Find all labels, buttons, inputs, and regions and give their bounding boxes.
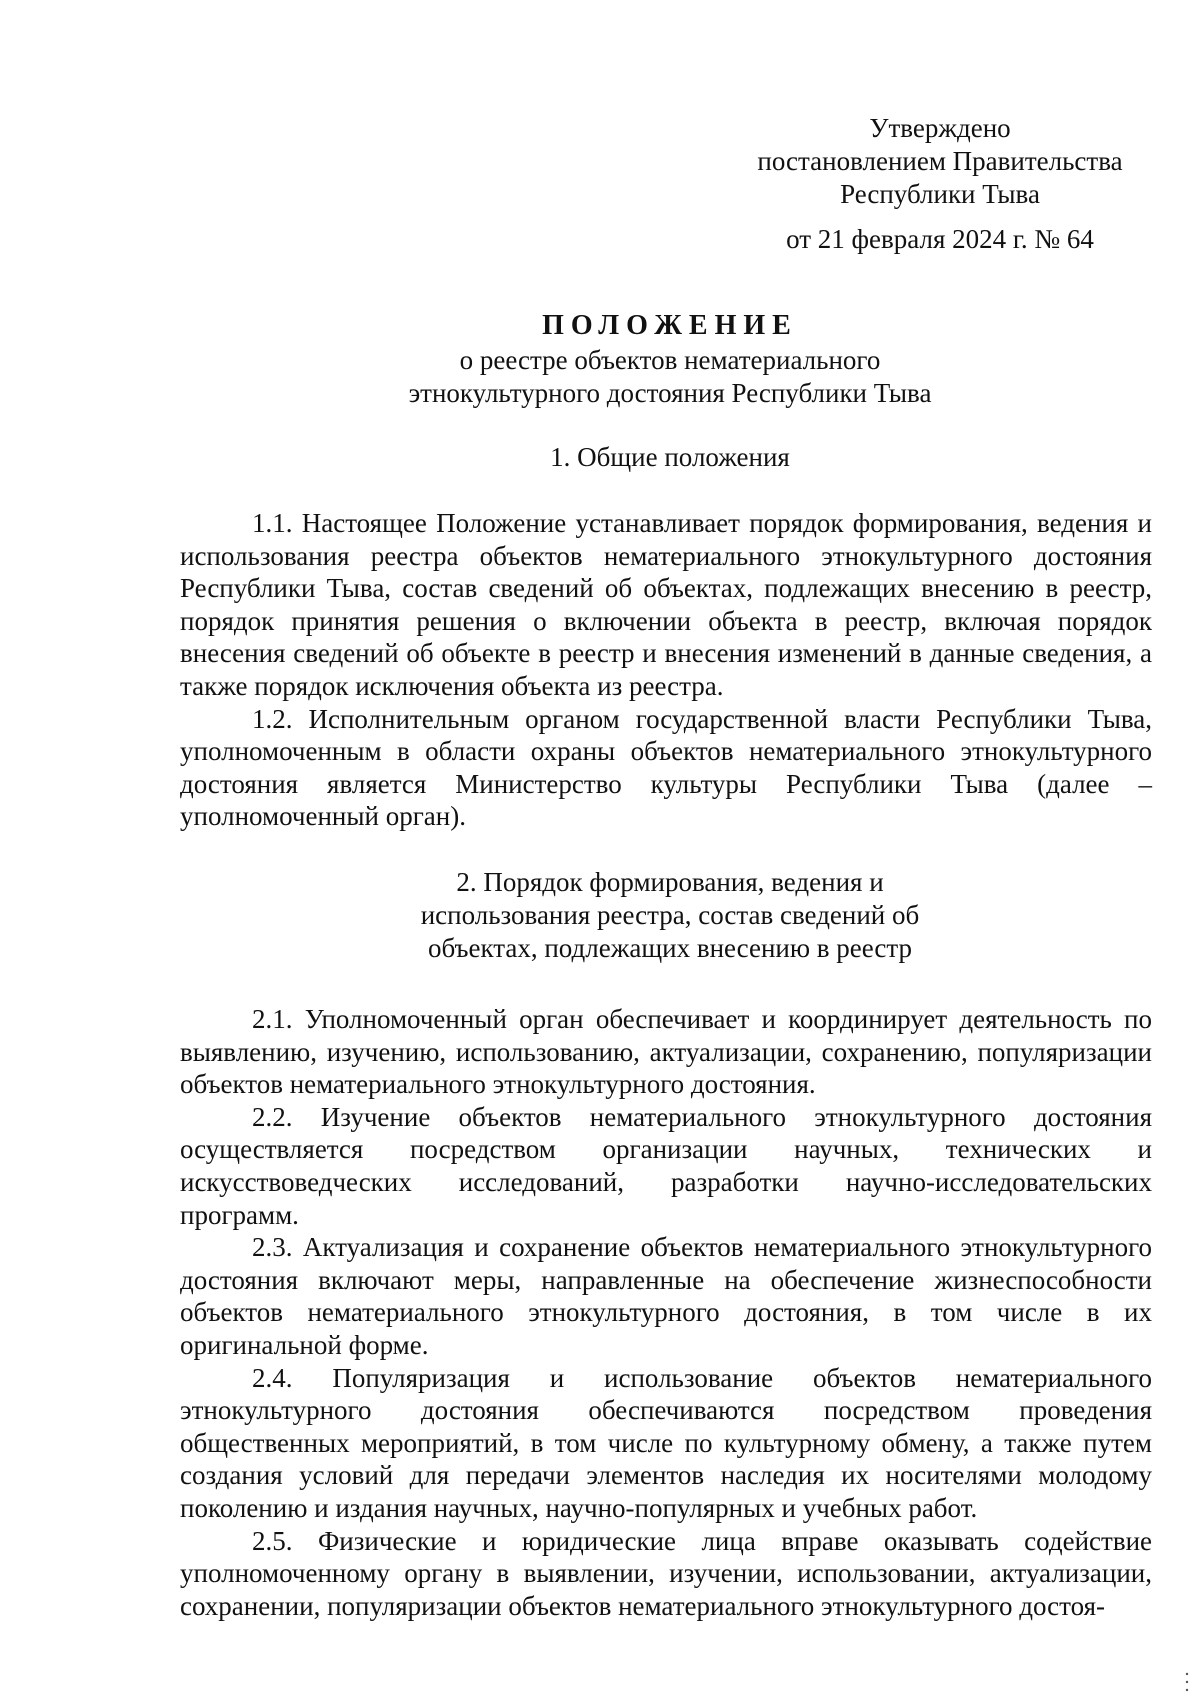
scan-margin-mark [1184, 1671, 1190, 1693]
approval-stamp-block [740, 112, 1140, 256]
document-title: ПОЛОЖЕНИЕ [542, 310, 798, 341]
section-1-body [180, 507, 1152, 833]
section-2-heading-line-1: 2. Порядок формирования, ведения и [456, 867, 884, 897]
section-1-heading: 1. Общие положения [550, 442, 790, 472]
paragraph-2-1: 2.1. Уполномоченный орган обеспечивает и координирует деятельность по выявлению, изучению, использованию, актуализации, сохранению, популяризации объектов нематериального этнокультурного достояния. [180, 1004, 1152, 1100]
approval-line-republic: Республики Тыва [840, 179, 1040, 209]
document-title-block [300, 308, 1040, 410]
section-2-heading-line-2: использования реестра, состав сведений об [420, 900, 920, 930]
approval-date-number: от 21 февраля 2024 г. № 64 [786, 224, 1094, 254]
approval-gap [740, 211, 1140, 223]
paragraph-1-1: 1.1. Настоящее Положение устанавливает порядок формирования, ведения и использования реестра объектов нематериального этнокультурного достояния Республики Тыва, состав сведений об объектах, подлежащих внесению в реестр, порядок принятия решения о включении объекта в реестр, включая порядок внесения сведений об объекте в реестр и внесения изменений в данные сведения, а также порядок исключения объекта из реестра. [180, 508, 1152, 701]
document-subtitle-line-2: этнокультурного достояния Республики Тыва [408, 378, 932, 408]
document-subtitle-line-1: о реестре объектов нематериального [459, 345, 881, 375]
paragraph-2-4: 2.4. Популяризация и использование объектов нематериального этнокультурного достояния обеспечиваются посредством проведения общественных мероприятий, в том числе по культурному обмену, а также путем создания условий для передачи элементов наследия их носителями молодому поколению и издания научных, научно-популярных и учебных работ. [180, 1362, 1152, 1523]
paragraph-2-3: 2.3. Актуализация и сохранение объектов нематериального этнокультурного достояния включают меры, направленные на обеспечение жизнеспособности объектов нематериального этнокультурного достояния, в том числе в их оригинальной форме. [180, 1232, 1152, 1360]
approval-line-resolution: постановлением Правительства [757, 146, 1123, 176]
section-2-heading [350, 866, 990, 965]
paragraph-2-5: 2.5. Физические и юридические лица вправе оказывать содействие уполномоченному органу в выявлении, изучении, использовании, актуализации, сохранении, популяризации объектов нематериального этнокультурного достоя- [180, 1525, 1152, 1621]
section-2-heading-line-3: объектах, подлежащих внесению в реестр [427, 933, 913, 963]
approval-line-approved: Утверждено [869, 113, 1011, 143]
paragraph-1-2: 1.2. Исполнительным органом государственной власти Республики Тыва, уполномоченным в области охраны объектов нематериального этнокультурного достояния является Министерство культуры Республики Тыва (далее – уполномоченный орган). [180, 703, 1152, 832]
paragraph-2-2: 2.2. Изучение объектов нематериального этнокультурного достояния осуществляется посредством организации научных, технических и искусствоведческих исследований, разработки научно-исследовательских программ. [180, 1101, 1152, 1230]
section-2-body [180, 1003, 1152, 1622]
